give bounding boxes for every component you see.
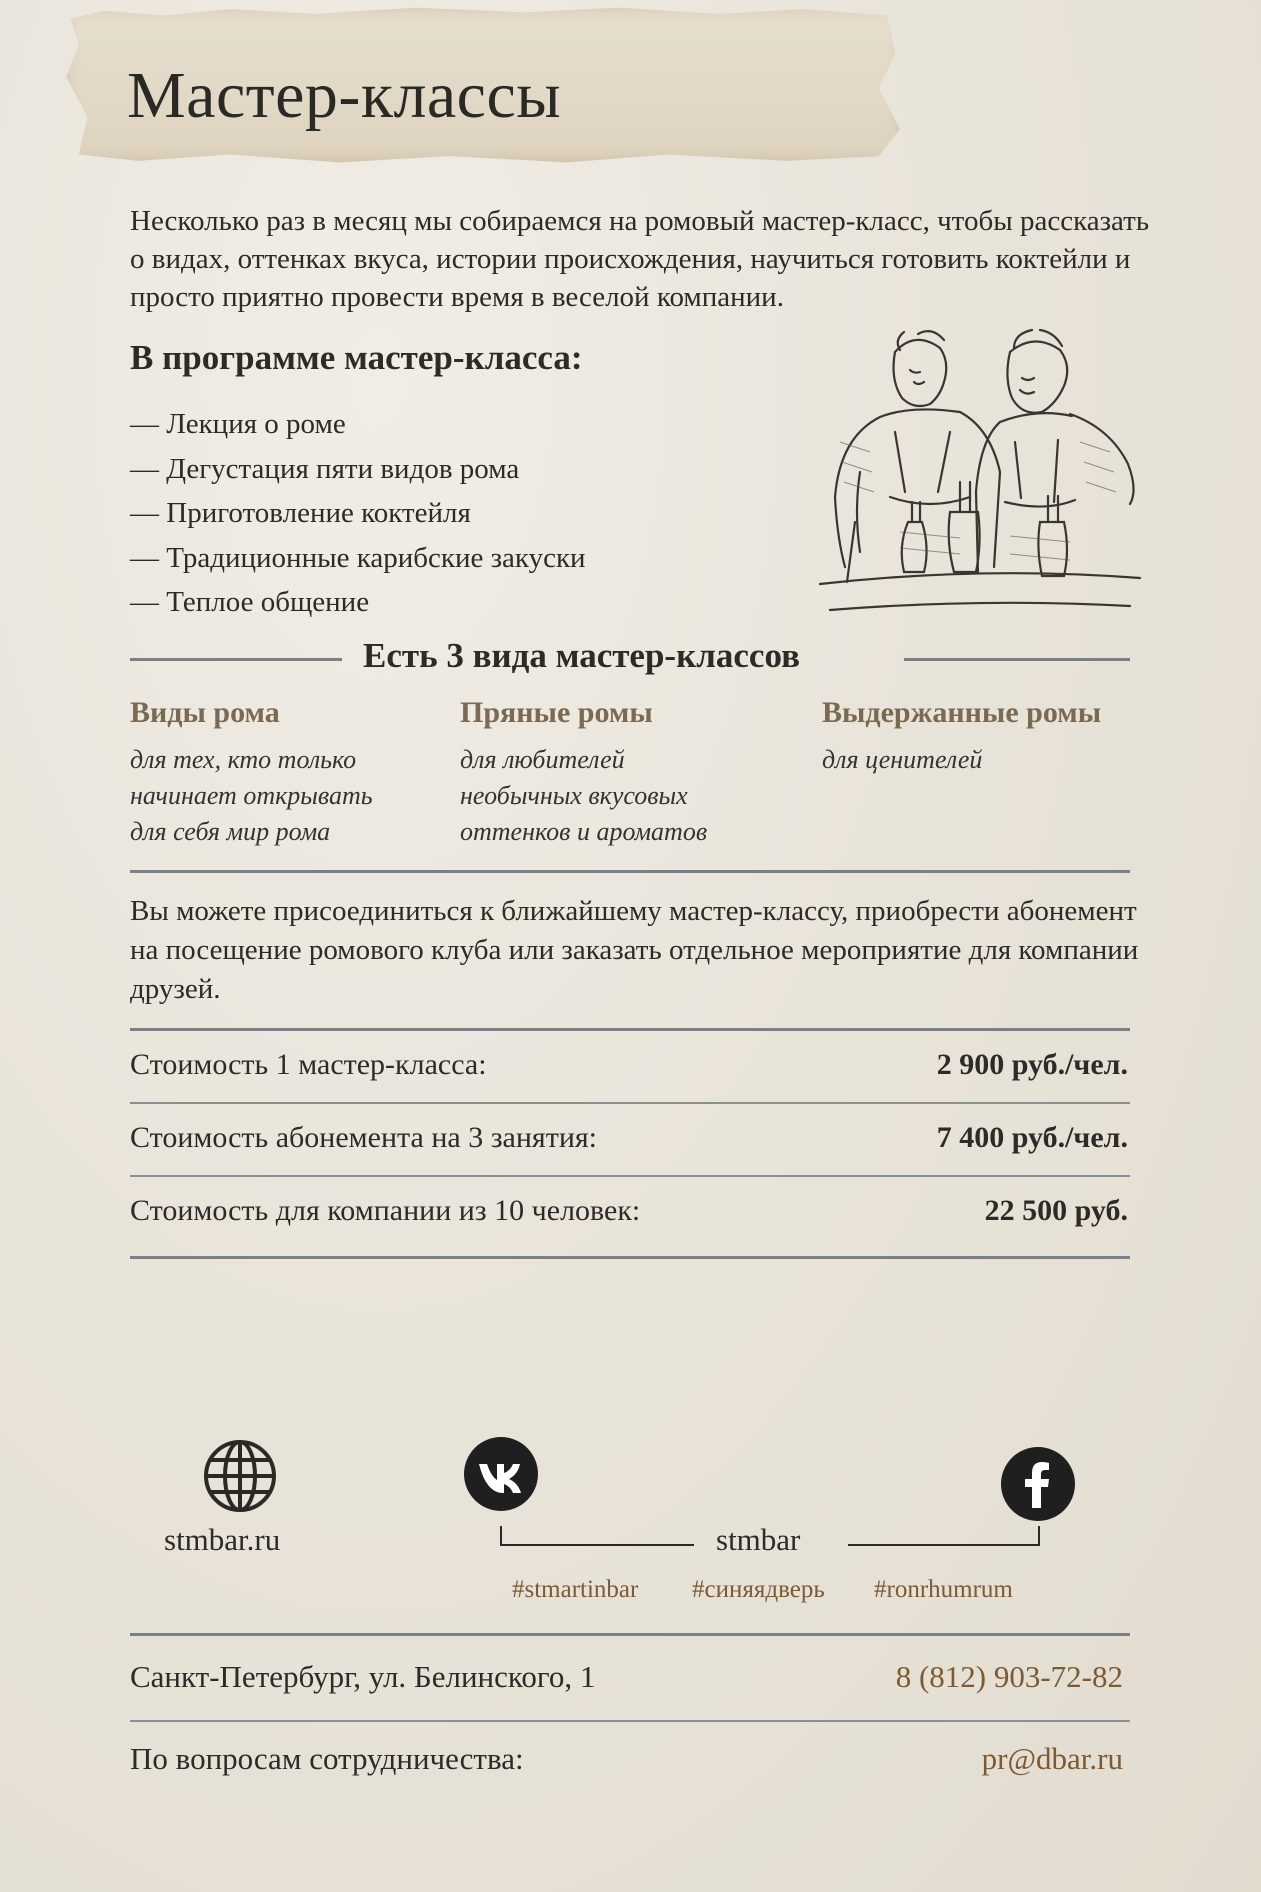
- kind-desc: для ценителей: [822, 745, 983, 774]
- kind-desc: для тех, кто только начинает открывать для себя мир рома: [130, 745, 373, 846]
- section-divider: [130, 870, 1130, 873]
- facebook-icon[interactable]: [1000, 1446, 1076, 1522]
- kinds-rule-right: [904, 658, 1130, 661]
- cooperation-label: По вопросам сотрудничества:: [130, 1741, 524, 1776]
- program-item: — Теплое общение: [130, 586, 370, 618]
- hashtag[interactable]: #stmartinbar: [512, 1576, 639, 1603]
- website-link[interactable]: stmbar.ru: [164, 1522, 281, 1557]
- page-title: Мастер-классы: [127, 59, 562, 132]
- kind-title: Выдержанные ромы: [822, 696, 1102, 729]
- join-text: Вы можете присоединиться к ближайшему мастер-классу, приобрести абонемент на посещение ромового клуба или заказать отдельное мероприятие для компании друзей.: [130, 895, 1139, 1005]
- hashtag[interactable]: #ronrhumrum: [874, 1576, 1013, 1603]
- kinds-rule-left: [130, 658, 342, 661]
- price-label: Стоимость 1 мастер-класса:: [130, 1048, 487, 1081]
- kinds-heading: Есть 3 вида мастер-классов: [363, 636, 800, 675]
- vk-icon[interactable]: [463, 1436, 539, 1512]
- price-value: 22 500 руб.: [984, 1194, 1128, 1227]
- phone-link[interactable]: 8 (812) 903-72-82: [895, 1659, 1123, 1694]
- price-label: Стоимость для компании из 10 человек:: [130, 1194, 641, 1227]
- kind-card: [130, 696, 450, 850]
- kind-card: [460, 696, 780, 850]
- price-divider: [130, 1102, 1130, 1104]
- price-value: 7 400 руб./чел.: [936, 1121, 1128, 1154]
- hashtag[interactable]: #синяядверь: [692, 1576, 825, 1603]
- email-link[interactable]: pr@dbar.ru: [981, 1741, 1123, 1776]
- program-item: — Лекция о роме: [130, 408, 346, 440]
- contacts-divider: [130, 1720, 1130, 1722]
- section-divider: [130, 1028, 1130, 1031]
- price-label: Стоимость абонемента на 3 занятия:: [130, 1121, 598, 1154]
- kind-title: Виды рома: [130, 696, 280, 729]
- globe-icon[interactable]: [202, 1438, 278, 1514]
- price-divider: [130, 1175, 1130, 1177]
- price-value: 2 900 руб./чел.: [936, 1048, 1128, 1081]
- kind-title: Пряные ромы: [460, 696, 653, 729]
- program-item: — Дегустация пяти видов рома: [130, 452, 520, 485]
- social-bracket-right: [848, 1526, 1040, 1546]
- rum-tasters-illustration: [800, 322, 1150, 622]
- program-item: — Приготовление коктейля: [130, 497, 471, 529]
- address: Санкт-Петербург, ул. Белинского, 1: [130, 1659, 596, 1694]
- program-item: — Традиционные карибские закуски: [130, 541, 586, 574]
- kind-desc: для любителей необычных вкусовых оттенков и ароматов: [460, 745, 708, 846]
- social-bracket-left: [500, 1526, 694, 1546]
- program-list: [130, 402, 586, 625]
- contacts-divider: [130, 1633, 1130, 1636]
- program-heading: В программе мастер-класса:: [130, 338, 583, 377]
- kind-card: [822, 696, 1142, 778]
- social-handle[interactable]: stmbar: [716, 1522, 801, 1557]
- price-divider: [130, 1256, 1130, 1259]
- intro-text: Несколько раз в месяц мы собираемся на ромовый мастер-класс, чтобы рассказать о видах, оттенках вкуса, истории происхождения, научиться готовить коктейли и просто приятно провести время в веселой компании.: [130, 205, 1150, 313]
